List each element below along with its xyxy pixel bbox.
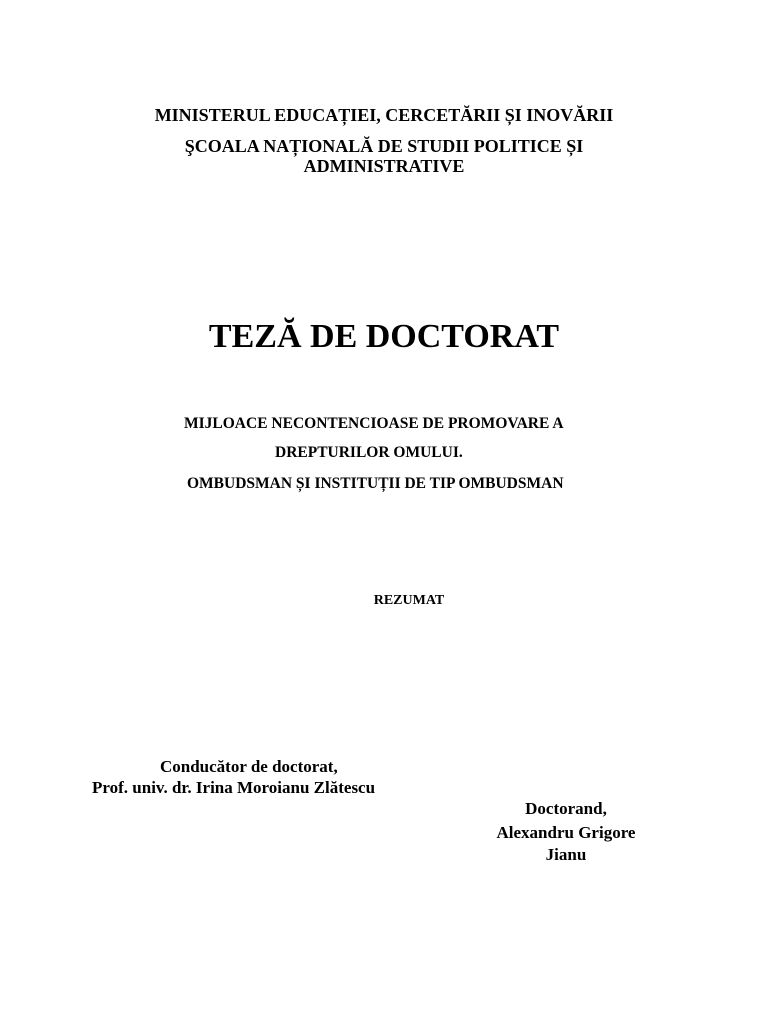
school-name-line-1: ŞCOALA NAȚIONALĂ DE STUDII POLITICE ȘI [184,136,584,156]
school-name-line-2: ADMINISTRATIVE [303,156,465,176]
candidate-name-line-2: Jianu [545,845,587,864]
supervisor-name: Prof. univ. dr. Irina Moroianu Zlătescu [92,778,376,797]
candidate-name-line-1: Alexandru Grigore [496,823,636,842]
candidate-label: Doctorand, [525,799,607,818]
thesis-title: TEZĂ DE DOCTORAT [208,318,560,355]
thesis-topic-line-1: MIJLOACE NECONTENCIOASE DE PROMOVARE A [184,415,564,432]
summary-label: REZUMAT [373,593,445,608]
thesis-topic-line-3: OMBUDSMAN ȘI INSTITUȚII DE TIP OMBUDSMAN [187,475,564,492]
supervisor-label: Conducător de doctorat, [160,757,338,776]
thesis-topic-line-2: DREPTURILOR OMULUI. [275,444,463,461]
ministry-name: MINISTERUL EDUCAȚIEI, CERCETĂRII ȘI INOVĂRII [154,105,614,125]
